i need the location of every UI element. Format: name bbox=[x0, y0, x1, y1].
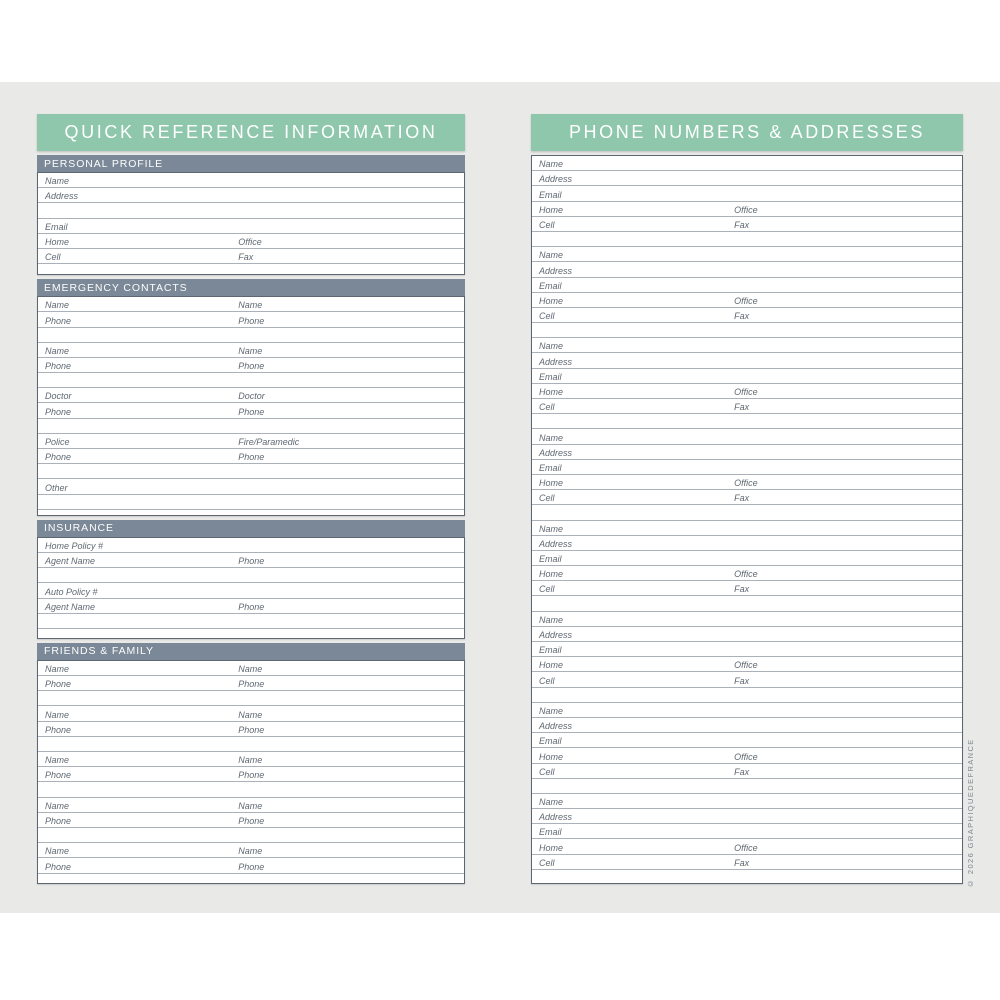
contact-block bbox=[532, 156, 962, 247]
field-label: Phone bbox=[45, 361, 72, 372]
section-header: EMERGENCY CONTACTS bbox=[37, 279, 465, 296]
blank-row bbox=[532, 596, 962, 611]
field-label: Email bbox=[539, 736, 562, 747]
left-page-title-text: QUICK REFERENCE INFORMATION bbox=[64, 122, 438, 142]
contact-list-box bbox=[531, 155, 963, 884]
form-row bbox=[38, 858, 464, 873]
field-label: Address bbox=[539, 630, 573, 640]
field-label: Name bbox=[238, 800, 263, 811]
form-row bbox=[38, 173, 464, 188]
field-label: Email bbox=[539, 371, 562, 382]
field-label: Cell bbox=[539, 584, 555, 595]
form-row bbox=[38, 661, 464, 676]
form-row bbox=[532, 384, 962, 399]
form-row bbox=[532, 718, 962, 733]
form-row bbox=[532, 566, 962, 581]
field-label: Doctor bbox=[238, 391, 265, 402]
section-header: INSURANCE bbox=[37, 520, 465, 537]
field-label: Name bbox=[539, 341, 564, 352]
section bbox=[37, 279, 465, 516]
form-row bbox=[38, 403, 464, 418]
field-label: Address bbox=[539, 447, 573, 458]
field-label: Office bbox=[734, 842, 758, 853]
left-page-title bbox=[37, 114, 465, 151]
form-row bbox=[532, 262, 962, 277]
blank-row bbox=[532, 779, 962, 794]
field-label: Name bbox=[539, 614, 564, 625]
field-label: Name bbox=[539, 705, 564, 716]
field-label: Phone bbox=[238, 556, 265, 567]
form-row bbox=[532, 824, 962, 839]
form-row bbox=[38, 343, 464, 358]
section bbox=[37, 155, 465, 275]
field-label: Phone bbox=[45, 815, 72, 826]
blank-row bbox=[38, 464, 464, 479]
form-row bbox=[38, 538, 464, 553]
form-row bbox=[532, 247, 962, 262]
field-label: Phone bbox=[45, 724, 72, 735]
field-label: Fax bbox=[734, 857, 750, 868]
field-label: Agent Name bbox=[45, 601, 96, 612]
form-row bbox=[38, 297, 464, 312]
field-label: Cell bbox=[539, 766, 555, 777]
field-label: Home bbox=[539, 204, 564, 215]
field-label: Name bbox=[539, 797, 564, 808]
field-label: Agent Name bbox=[45, 556, 96, 567]
field-label: Home bbox=[539, 569, 564, 580]
blank-row bbox=[532, 323, 962, 338]
field-label: Address bbox=[539, 538, 573, 549]
field-label: Cell bbox=[45, 252, 61, 263]
form-row bbox=[38, 449, 464, 464]
field-label: Fire/Paramedic bbox=[238, 437, 300, 447]
field-label: Phone bbox=[238, 724, 265, 735]
form-row bbox=[532, 703, 962, 718]
right-page-title-text: PHONE NUMBERS & ADDRESSES bbox=[568, 122, 926, 142]
form-row bbox=[532, 612, 962, 627]
blank-row bbox=[532, 505, 962, 520]
field-label: Office bbox=[734, 204, 758, 215]
field-label: Email bbox=[539, 280, 562, 291]
form-row bbox=[38, 767, 464, 782]
form-row bbox=[532, 809, 962, 824]
field-label: Home bbox=[539, 478, 564, 489]
field-label: Name bbox=[539, 250, 564, 261]
field-label: Fax bbox=[734, 584, 750, 595]
field-label: Phone bbox=[238, 770, 265, 781]
field-label: Home bbox=[45, 236, 70, 247]
form-row bbox=[532, 581, 962, 596]
field-label: Office bbox=[238, 236, 262, 247]
form-row bbox=[532, 460, 962, 475]
form-row bbox=[38, 479, 464, 494]
form-row bbox=[38, 706, 464, 721]
field-label: Name bbox=[539, 159, 564, 170]
form-row bbox=[532, 202, 962, 217]
field-label: Name bbox=[539, 432, 564, 443]
form-row bbox=[532, 748, 962, 763]
field-label: Name bbox=[45, 664, 70, 675]
form-row bbox=[532, 627, 962, 642]
field-label: Email bbox=[45, 221, 68, 232]
form-row bbox=[38, 219, 464, 234]
field-label: Office bbox=[734, 660, 758, 671]
form-row bbox=[532, 308, 962, 323]
form-row bbox=[532, 490, 962, 505]
field-label: Police bbox=[45, 437, 70, 447]
form-row bbox=[532, 657, 962, 672]
field-label: Office bbox=[734, 751, 758, 762]
field-label: Name bbox=[238, 345, 263, 356]
form-row bbox=[532, 551, 962, 566]
form-row bbox=[532, 794, 962, 809]
form-row bbox=[38, 798, 464, 813]
field-label: Phone bbox=[238, 361, 265, 372]
field-label: Name bbox=[45, 345, 70, 356]
form-row bbox=[532, 338, 962, 353]
form-row bbox=[532, 764, 962, 779]
field-label: Email bbox=[539, 462, 562, 473]
contact-block bbox=[532, 338, 962, 429]
form-row bbox=[532, 171, 962, 186]
field-label: Home Policy # bbox=[45, 540, 104, 551]
field-label: Cell bbox=[539, 675, 555, 686]
form-row bbox=[38, 843, 464, 858]
blank-row bbox=[532, 688, 962, 703]
contact-block bbox=[532, 794, 962, 870]
section-header: PERSONAL PROFILE bbox=[37, 155, 465, 172]
section-box bbox=[37, 660, 465, 884]
form-row bbox=[532, 369, 962, 384]
field-label: Phone bbox=[45, 861, 72, 872]
contact-block bbox=[532, 429, 962, 520]
contact-block bbox=[532, 612, 962, 703]
field-label: Other bbox=[45, 482, 68, 493]
blank-row bbox=[38, 782, 464, 797]
form-row bbox=[532, 855, 962, 870]
field-label: Cell bbox=[539, 311, 555, 322]
field-label: Phone bbox=[45, 770, 72, 781]
blank-row bbox=[38, 419, 464, 434]
form-row bbox=[532, 672, 962, 687]
form-row bbox=[532, 293, 962, 308]
field-label: Email bbox=[539, 827, 562, 838]
field-label: Home bbox=[539, 387, 564, 397]
field-label: Fax bbox=[734, 219, 750, 230]
form-row bbox=[38, 234, 464, 249]
blank-row bbox=[38, 495, 464, 510]
form-row bbox=[38, 752, 464, 767]
field-label: Name bbox=[45, 176, 70, 187]
form-row bbox=[532, 521, 962, 536]
form-row bbox=[532, 445, 962, 460]
field-label: Phone bbox=[238, 861, 265, 872]
blank-row bbox=[532, 232, 962, 247]
section-box bbox=[37, 296, 465, 516]
field-label: Fax bbox=[734, 402, 750, 413]
right-page bbox=[531, 114, 963, 884]
field-label: Auto Policy # bbox=[45, 586, 98, 597]
form-row bbox=[38, 358, 464, 373]
section-box bbox=[37, 172, 465, 275]
field-label: Phone bbox=[45, 679, 72, 690]
blank-row bbox=[38, 828, 464, 843]
field-label: Name bbox=[45, 755, 70, 766]
form-row bbox=[38, 599, 464, 614]
field-label: Address bbox=[539, 265, 573, 276]
left-page bbox=[37, 114, 465, 884]
field-label: Name bbox=[45, 300, 70, 311]
form-row bbox=[38, 553, 464, 568]
field-label: Phone bbox=[238, 406, 265, 417]
field-label: Home bbox=[539, 751, 564, 762]
field-label: Address bbox=[539, 721, 573, 732]
field-label: Address bbox=[539, 812, 573, 823]
form-row bbox=[532, 733, 962, 748]
blank-row bbox=[38, 203, 464, 218]
field-label: Phone bbox=[45, 452, 72, 463]
field-label: Cell bbox=[539, 857, 555, 868]
section bbox=[37, 643, 465, 884]
form-row bbox=[532, 186, 962, 201]
field-label: Name bbox=[238, 709, 263, 720]
blank-row bbox=[38, 568, 464, 583]
field-label: Fax bbox=[238, 252, 254, 263]
field-label: Phone bbox=[238, 815, 265, 826]
form-row bbox=[532, 429, 962, 444]
section-box bbox=[37, 537, 465, 639]
right-page-title bbox=[531, 114, 963, 151]
field-label: Phone bbox=[45, 406, 72, 417]
field-label: Fax bbox=[734, 766, 750, 777]
form-row bbox=[532, 642, 962, 657]
section-header: FRIENDS & FAMILY bbox=[37, 643, 465, 660]
form-row bbox=[532, 278, 962, 293]
field-label: Office bbox=[734, 387, 758, 397]
field-label: Name bbox=[45, 846, 70, 857]
copyright-text: © 2026 GRAPHIQUEDEFRANCE bbox=[966, 738, 975, 888]
field-label: Name bbox=[539, 523, 564, 534]
field-label: Fax bbox=[734, 675, 750, 686]
blank-row bbox=[38, 328, 464, 343]
field-label: Name bbox=[238, 300, 263, 311]
contact-block bbox=[532, 521, 962, 612]
blank-row bbox=[38, 691, 464, 706]
field-label: Name bbox=[238, 846, 263, 857]
form-row bbox=[38, 388, 464, 403]
field-label: Phone bbox=[45, 315, 72, 326]
field-label: Address bbox=[45, 191, 79, 202]
form-row bbox=[38, 434, 464, 449]
field-label: Email bbox=[539, 554, 562, 565]
field-label: Home bbox=[539, 660, 564, 671]
field-label: Fax bbox=[734, 311, 750, 322]
blank-row bbox=[38, 614, 464, 629]
form-row bbox=[532, 536, 962, 551]
contact-block bbox=[532, 703, 962, 794]
form-row bbox=[38, 312, 464, 327]
blank-row bbox=[532, 414, 962, 429]
form-row bbox=[532, 156, 962, 171]
field-label: Doctor bbox=[45, 391, 72, 402]
field-label: Office bbox=[734, 478, 758, 489]
field-label: Phone bbox=[238, 452, 265, 463]
field-label: Home bbox=[539, 295, 564, 306]
form-row bbox=[532, 217, 962, 232]
field-label: Phone bbox=[238, 679, 265, 690]
form-row bbox=[38, 583, 464, 598]
field-label: Address bbox=[539, 356, 573, 367]
form-row bbox=[38, 249, 464, 264]
field-label: Office bbox=[734, 295, 758, 306]
field-label: Address bbox=[539, 174, 573, 185]
form-row bbox=[532, 399, 962, 414]
field-label: Name bbox=[45, 800, 70, 811]
field-label: Home bbox=[539, 842, 564, 853]
field-label: Name bbox=[45, 709, 70, 720]
field-label: Phone bbox=[238, 315, 265, 326]
left-page-sections bbox=[37, 155, 465, 884]
field-label: Name bbox=[238, 755, 263, 766]
blank-row bbox=[38, 737, 464, 752]
form-row bbox=[532, 353, 962, 368]
field-label: Phone bbox=[238, 601, 265, 612]
field-label: Email bbox=[539, 645, 562, 656]
field-label: Email bbox=[539, 189, 562, 200]
form-row bbox=[532, 475, 962, 490]
form-row bbox=[38, 813, 464, 828]
form-row bbox=[38, 676, 464, 691]
form-row bbox=[532, 839, 962, 854]
field-label: Name bbox=[238, 664, 263, 675]
field-label: Fax bbox=[734, 493, 750, 504]
section bbox=[37, 520, 465, 639]
contact-block bbox=[532, 247, 962, 338]
form-row bbox=[38, 188, 464, 203]
field-label: Cell bbox=[539, 402, 555, 413]
field-label: Cell bbox=[539, 219, 555, 230]
form-row bbox=[38, 722, 464, 737]
field-label: Office bbox=[734, 569, 758, 580]
field-label: Cell bbox=[539, 493, 555, 504]
blank-row bbox=[38, 373, 464, 388]
